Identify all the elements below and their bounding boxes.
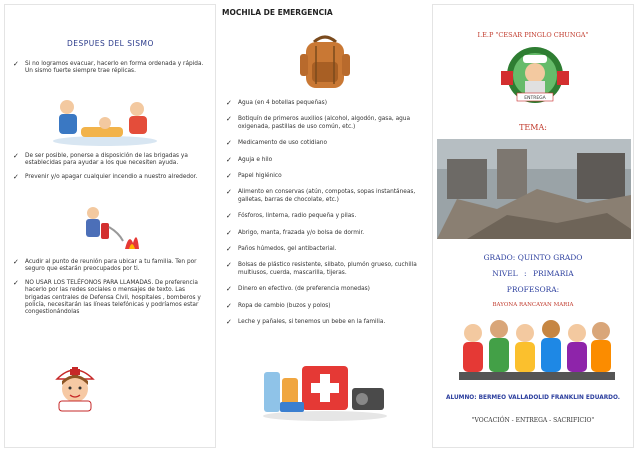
profesora-label: PROFESORA: xyxy=(506,285,560,294)
check-icon: ✓ xyxy=(13,258,19,266)
check-icon: ✓ xyxy=(13,60,19,68)
list-item: ✓ Aguja e hilo xyxy=(226,155,273,164)
list-item: ✓ Medicamento de uso cotidiano xyxy=(226,139,327,148)
list-after-3 xyxy=(11,259,211,317)
fire-extinguisher-illustration xyxy=(75,203,145,255)
panel-cover xyxy=(432,4,634,448)
list-after-1 xyxy=(11,61,211,76)
check-icon: ✓ xyxy=(226,228,232,237)
list-after-2 xyxy=(11,153,211,181)
check-icon: ✓ xyxy=(226,261,232,270)
check-icon: ✓ xyxy=(13,278,19,287)
backpack-list xyxy=(224,100,422,327)
panel2-title: MOCHILA DE EMERGENCIA xyxy=(222,8,333,17)
panel-emergency-backpack xyxy=(220,4,428,448)
list-item: ✓ Paños húmedos, gel antibacterial. xyxy=(226,245,337,254)
list-item: ✓ Acudir al punto de reunión para ubicar a tu familia. Ten por seguro que estarán preocupados por ti. xyxy=(13,258,197,273)
check-icon: ✓ xyxy=(226,301,232,310)
school-name: I.E.P "CESAR PINGLO CHUNGA" xyxy=(477,31,589,39)
check-icon: ✓ xyxy=(226,188,232,197)
people-helping-illustration xyxy=(45,97,165,147)
check-icon: ✓ xyxy=(226,285,232,294)
list-item: ✓ Ropa de cambio (buzos y polos) xyxy=(226,301,331,310)
tema-label: TEMA: xyxy=(519,123,547,132)
check-icon: ✓ xyxy=(226,115,232,124)
list-item: ✓ Papel higiénico xyxy=(226,172,282,181)
list-item: ✓ De ser posible, ponerse a disposición de las brigadas ya establecidas para ayudar a los que necesiten ayuda. xyxy=(13,152,188,167)
list-item: ✓ Dinero en efectivo. (de preferencia monedas) xyxy=(226,285,370,294)
profesora-name: BAYONA RANCAYAN MARIA xyxy=(492,302,574,308)
check-icon: ✓ xyxy=(226,212,232,221)
list-item: ✓ Fósforos, linterna, radio pequeña y pilas. xyxy=(226,212,357,221)
check-icon: ✓ xyxy=(13,152,19,160)
school-logo xyxy=(495,45,575,107)
logo-badge-text: ENTREGA xyxy=(524,96,546,101)
student-name: ALUMNO: BERMEO VALLADOLID FRANKLIN EDUARDO. xyxy=(446,395,620,401)
panel-after-earthquake xyxy=(4,4,216,448)
list-item: ✓ Abrigo, manta, frazada y/o bolsa de dormir. xyxy=(226,228,365,237)
grado: GRADO: QUINTO GRADO xyxy=(483,253,583,262)
list-item: ✓ Botiquín de primeros auxilios (alcohol, algodón, gasa, agua oxigenada, pastillas de uso común, etc.) xyxy=(226,115,411,130)
check-icon: ✓ xyxy=(226,99,232,107)
list-item: ✓ NO USAR LOS TELÉFONOS PARA LLAMADAS. De preferencia hacerlo por las redes sociales o mensajes de texto. Las brigadas centrales de Defensa Civil, hospitales , bomberos y policía, necesitarán las líneas telefónicas y podríamos estar congestionándolas xyxy=(13,278,201,316)
check-icon: ✓ xyxy=(226,318,232,327)
check-icon: ✓ xyxy=(13,172,19,181)
check-icon: ✓ xyxy=(226,139,232,148)
list-item: ✓ Prevenir y/o apagar cualquier incendio a nuestro alrededor. xyxy=(13,172,198,181)
emergency-kit-illustration xyxy=(260,358,390,422)
check-icon: ✓ xyxy=(226,155,232,164)
check-icon: ✓ xyxy=(226,172,232,181)
children-group-illustration xyxy=(455,315,615,385)
list-item: ✓ Agua (en 4 botellas pequeñas) xyxy=(226,99,327,107)
nivel: NIVEL : PRIMARIA xyxy=(492,269,574,278)
list-item: ✓ Alimento en conservas (atún, compotas, sopas instantáneas, galletas, barras de chocolate, etc.) xyxy=(226,188,416,203)
panel1-title: DESPUES DEL SISMO xyxy=(67,39,154,48)
motto: "VOCACIÓN - ENTREGA - SACRIFICIO" xyxy=(471,417,595,424)
check-icon: ✓ xyxy=(226,245,232,254)
list-item: ✓ Leche y pañales, si tenemos un bebe en la familia. xyxy=(226,318,386,327)
backpack-illustration xyxy=(298,32,352,92)
list-item: ✓ Si no logramos evacuar, hacerlo en forma ordenada y rápida. Un sismo fuerte siempre trae réplicas. xyxy=(13,60,204,75)
list-item: ✓ Bolsas de plástico resistente, silbato, plumón grueso, cuchilla multiusos, cuerda, mascarilla, tijeras. xyxy=(226,261,417,276)
nurse-illustration xyxy=(49,361,101,413)
earthquake-rubble-photo xyxy=(437,139,631,239)
